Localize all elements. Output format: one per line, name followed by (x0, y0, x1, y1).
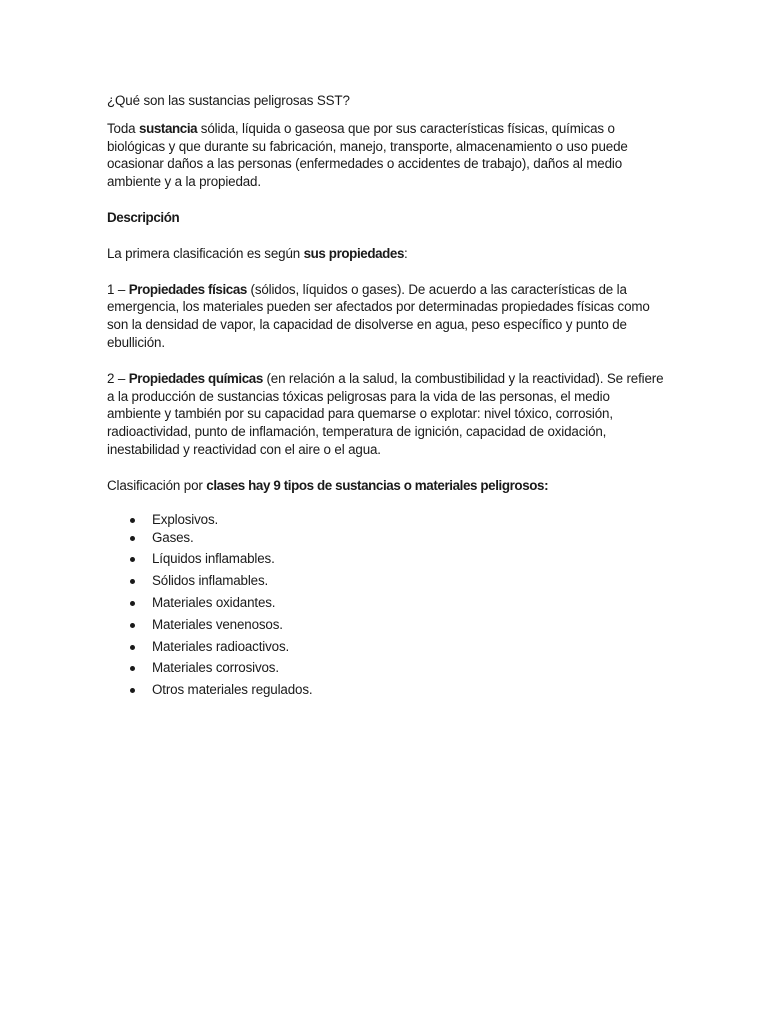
description-heading: Descripción (107, 209, 180, 225)
class-classification-prefix: Clasificación por (107, 477, 207, 493)
first-classification-paragraph (107, 245, 667, 263)
list-item-label: Sólidos inflamables. (152, 573, 269, 589)
list-item (107, 594, 667, 616)
bullet-icon (130, 518, 135, 523)
list-item (107, 659, 667, 681)
list-item-label: Materiales radioactivos. (152, 638, 290, 654)
chemical-highlight: Propiedades químicas (128, 370, 263, 386)
list-item-label: Materiales venenosos. (152, 616, 283, 632)
list-item (107, 511, 667, 529)
intro-prefix: Toda (107, 120, 140, 136)
bullet-icon (130, 579, 135, 584)
list-item (107, 572, 667, 594)
document-page (107, 92, 667, 703)
first-classification-suffix: : (404, 245, 408, 261)
class-classification-paragraph (107, 477, 667, 495)
list-item-label: Materiales corrosivos. (152, 660, 279, 676)
first-classification-highlight: sus propiedades (303, 245, 405, 261)
bullet-icon (130, 666, 135, 671)
bullet-icon (130, 536, 135, 541)
physical-prefix: 1 – (107, 281, 129, 297)
physical-properties-paragraph (107, 281, 667, 352)
question-title: ¿Qué son las sustancias peligrosas SST? (107, 93, 350, 108)
class-classification-highlight: clases hay 9 tipos de sustancias o materiales peligrosos: (206, 477, 549, 493)
list-item (107, 550, 667, 572)
chemical-prefix: 2 – (107, 370, 129, 386)
list-item-label: Otros materiales regulados. (152, 682, 313, 698)
list-item-label: Gases. (152, 529, 194, 545)
bullet-icon (130, 557, 135, 562)
list-item (107, 529, 667, 551)
bullet-icon (130, 623, 135, 628)
intro-paragraph (107, 120, 667, 191)
list-item-label: Líquidos inflamables. (152, 551, 275, 567)
bullet-icon (130, 601, 135, 606)
physical-text: (sólidos, líquidos o gases). De acuerdo a las características de la emergencia, los materiales pueden ser afectados por determinadas propiedades físicas como son la densidad de vapor, la capacidad de disolverse en agua, peso específico y punto de ebullición. (107, 281, 650, 350)
chemical-text: (en relación a la salud, la combustibilidad y la reactividad). Se refiere a la producción de sustancias tóxicas peligrosas para la vida de las personas, el medio ambiente y también por su capacidad para quemarse o explotar: nivel tóxico, corrosión, radioactividad, punto de inflamación, temperatura de ignición, capacidad de oxidación, inestabilidad y reactividad con el aire o el agua. (107, 370, 664, 457)
chemical-properties-paragraph (107, 370, 667, 459)
list-item (107, 681, 667, 703)
classes-list (107, 511, 667, 703)
list-item (107, 616, 667, 638)
bullet-icon (130, 645, 135, 650)
physical-highlight: Propiedades físicas (128, 281, 247, 297)
intro-highlight: sustancia (139, 120, 198, 136)
list-item-label: Explosivos. (152, 511, 219, 527)
first-classification-prefix: La primera clasificación es según (107, 245, 304, 261)
bullet-icon (130, 688, 135, 693)
list-item (107, 638, 667, 660)
list-item-label: Materiales oxidantes. (152, 594, 276, 610)
intro-text: sólida, líquida o gaseosa que por sus características físicas, químicas o biológicas y que durante su fabricación, manejo, transporte, almacenamiento o uso puede ocasionar daños a las personas (enfermedades o accidentes de trabajo), daños al medio ambiente y a la propiedad. (107, 120, 628, 190)
